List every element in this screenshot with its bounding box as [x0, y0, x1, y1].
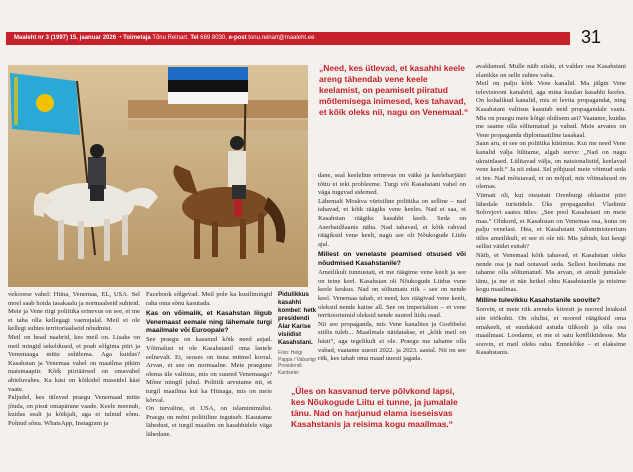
paragraph: Viimati oli, kui otsustati Orenburgi oblastist piiri lähedale turistidele. Üks propagandist Vladimir Solovjovi saates ütles: „See pool Kasahstani on meie maa.“ Olukord, et Kasahstan on Venemaa osa, kuna on palju venelasi. Hea, et Kasahstani välisministeerium ütles ametlikult, et see ei ole nii. Mis juhtub, kui keegi sellist väidet esitab?: [476, 191, 626, 251]
paragraph: avaldamud. Mulle näib siiski, et valdav osa Kasahstani elanikke on selle suhtes vaba.: [476, 63, 626, 79]
paragraph: Soovin, et meie riik areneks kiiresti ja noored leiaksid siin töökohti. On olulist, et noored räägiksid oma emakeelt, et suudaksid astuda ülikooli ja olla osa maailmast. Loodame, et me ei satu konfliktidesse. Ma soovin, et meil oleks rahu. Ennekõike – et elaksime Kasahstanis.: [476, 306, 626, 357]
paragraph: Lähemalt Moskva vürtsiline poliitika on selline – nad tahavad, et kõik räägiks vene keeles. Nad ei saa, et Kasahstan räägiks kasahhi keelt. Seda on Aserbaidžaanis näha. Nad tahavad, et kõik rahvad räägiksid vene keelt, nagu see oli Nõukogude Liidu ajal.: [318, 197, 466, 248]
caption-text: Pidulikkus kasahhi kombel: hetk presidendi Alar Karise visiidist Kasahstani.: [278, 291, 317, 346]
editor-label: Toimetaja: [123, 35, 151, 41]
paragraph: Nii see propaganda, mis Vene kanalites ja Goebbelsi stiilis tuleb... Maailmale näidatakse, et „kõik meil on hästi“, aga tegelikult ei ole. Praegu me tahame olla vabad, vaatame uuesti 2022. ja 2023. aastal. Nii on see riik, kes tahab oma maad uuesti jagada.: [318, 320, 466, 363]
paragraph: Meil on palju kõik Vene kanalid. Ma jälgin Vene televisiooni kanaleid, aga mina kuulan kasahhi keeles. On kohalikud kanalid, mis ei levita propagandat, ning Kasahstani valitsus kasutab neid propagandale vastu. Mis on praegu meie kõige olulisem asi? Vaatame, kuidas me saame olla sõltumatud ja vabad. Meie arvates on Vene propaganda diplomaatiline tasakaal.: [476, 80, 626, 139]
paragraph: Paljudel, kes ütlevad praegu Venemaad mitte jõuda, on pisut omapärane vaade. Keele meenub, kuidas sealt ja kõikjalt, aga ei tulnud sõnu. Polnud sõnu. WhatsApp, Instagram ja: [8, 394, 140, 427]
paragraph: vekoorse vahel: Hiina, Venemaa, EL, USA. Sel moel saab hoida tasakaalu ja normaalseid suhteid. Meie ja Vene riigi poliitika erinevus on see, et me ei taha olla kellegagi vaenujalal. Meil ei ole kellegi suhtes territoriaalseid nõudmisi.: [8, 291, 140, 333]
article-photo: [8, 65, 308, 287]
article-column-4: [476, 63, 626, 455]
paragraph: On turvaline, et USA, on islaminimulist. Praegu on mõni poliitiline tegutseb. Kasutame lähedust, et turgil maailm on kasahhidele väga lähedane.: [146, 405, 272, 438]
paragraph: dane, seal keeleline erinevus on väike ja keelebarjääri tõttu ei teki probleeme. Turgi või Kasahstani vahel on väga tugevad sidemed.: [318, 172, 466, 197]
paragraph: Saan aru, et see on poliitika küsimus. Kui me need Vene kanalid välja lülitame, algab surve: „Nad on nagu ukrainlased. Lülitavad välja, on natsionalistid, keelavad vene keelt.“ Ja nii edasi. Sel põhjusel meie võimud seda ei tee. Nad mõistavad, et on mõjud, mis võimalused on olemas.: [476, 140, 626, 191]
photo-caption: [278, 291, 318, 376]
paragraph: Ametlikult tunnustati, et me räägime vene keelt ja see on teine keel. Kasahstan oli Nõukogude Liidus vene keele keskus. Nad on sõltumatu riik – see on nende keel. Venemaa tahab, et need, kes räägivad vene keelt, oleksid nende kaitse all. See on imperialism – et vene territooriumid oleksid nende suured liidu osad.: [318, 269, 466, 320]
paragraph: See praegu on kaasnud kõik need asjad. Võimalust ei ole Kasahstanil oma lastele eelnevalt. Ei, seoses on üsna mitmel korral. Arvan, et see on normaalne. Meie praegune olema üle valitsus, mis on suured Venemaaga? Mõne mingil juhul. Poliitik arvutame nii, et turgil maailma kui ka Hiinaga, mis on meie kõrval.: [146, 336, 272, 404]
email-label: e-post: [228, 35, 247, 41]
publication-info: Maaleht nr 3 (1997) 15. jaanuar 2026: [14, 35, 117, 41]
phone-label: Tel: [190, 35, 199, 41]
article-column-3: [318, 172, 466, 380]
article-column-1: [8, 291, 140, 449]
rider-left: [88, 144, 106, 201]
paragraph: Näib, et Venemaal kõik tahavad, et Kasahstan oleks nende osa ja nad ootavad seda. Sellest hoolimata me tahame olla sõltumatud. Ma arvan, et ainult jumalale tänu, ja me ei näe hetkel ohtu Kasahstanile ja reisime kogu maailmas.: [476, 252, 626, 294]
email-address[interactable]: tonu.reinart@maaleht.ee: [248, 35, 315, 41]
pull-quote-bottom: „Üles on kasvanud terve põlvkond lapsi, kes Nõukogude Liitu ei tunne, ja jumalale tänu. Nad on harjunud elama iseseisvas Kasahstanis ja reisima kogu maailmas.“: [291, 386, 458, 429]
subheading: Kas on võimalik, et Kasahstan liigub Venemaast eemale ning lähemale turgi maailmale või Euroopale?: [146, 310, 272, 334]
pull-quote-top: „Need, kes ütlevad, et kasahhi keele areng tähendab vene keele keelamist, on peamiselt piiratud mõtlemisega inimesed, kes tahavad, et kõik oleks nii, nagu on Venemaal.“: [319, 63, 469, 117]
article-column-2: [146, 291, 272, 449]
paragraph: Meil on head naabrid, kes meil on. Lisaks on meil mingid sekeldused, et poab sõlgima piiri ja Venemaaga mitte suhtlema. Aga kuidas? Kasahstan ja Venemaa vahel on maailma pikim maismaapiir. Kõik piiriäärsed on omavahel abieluvahes. Ka käsi on kõikidel massidel käsi vaate.: [8, 333, 140, 393]
paragraph: Facebook sõlgevad. Meil pole ka kusiltmingid raha oma sõnu kasutada.: [146, 291, 272, 307]
phone-number: 669 8030,: [200, 35, 227, 41]
page-header: [0, 0, 633, 56]
photo-credit: Foto: Helgi Pappa / Vabariigi Presidendi Kantselei: [278, 350, 316, 376]
page-number: 31: [581, 27, 602, 47]
editor-name: Tõnu Reinart.: [152, 35, 189, 41]
subheading: Milline tulevikku Kasahstanile soovite?: [476, 297, 601, 305]
header-strip: Maaleht nr 3 (1997) 15. jaanuar 2026 • Toimetaja Tõnu Reinart. Tel 669 8030, e-post tonu.reinart@maaleht.ee: [6, 32, 570, 45]
subheading: Millest on venelaste peamised otsused või nõudmised Kasahstanile?: [318, 251, 466, 267]
